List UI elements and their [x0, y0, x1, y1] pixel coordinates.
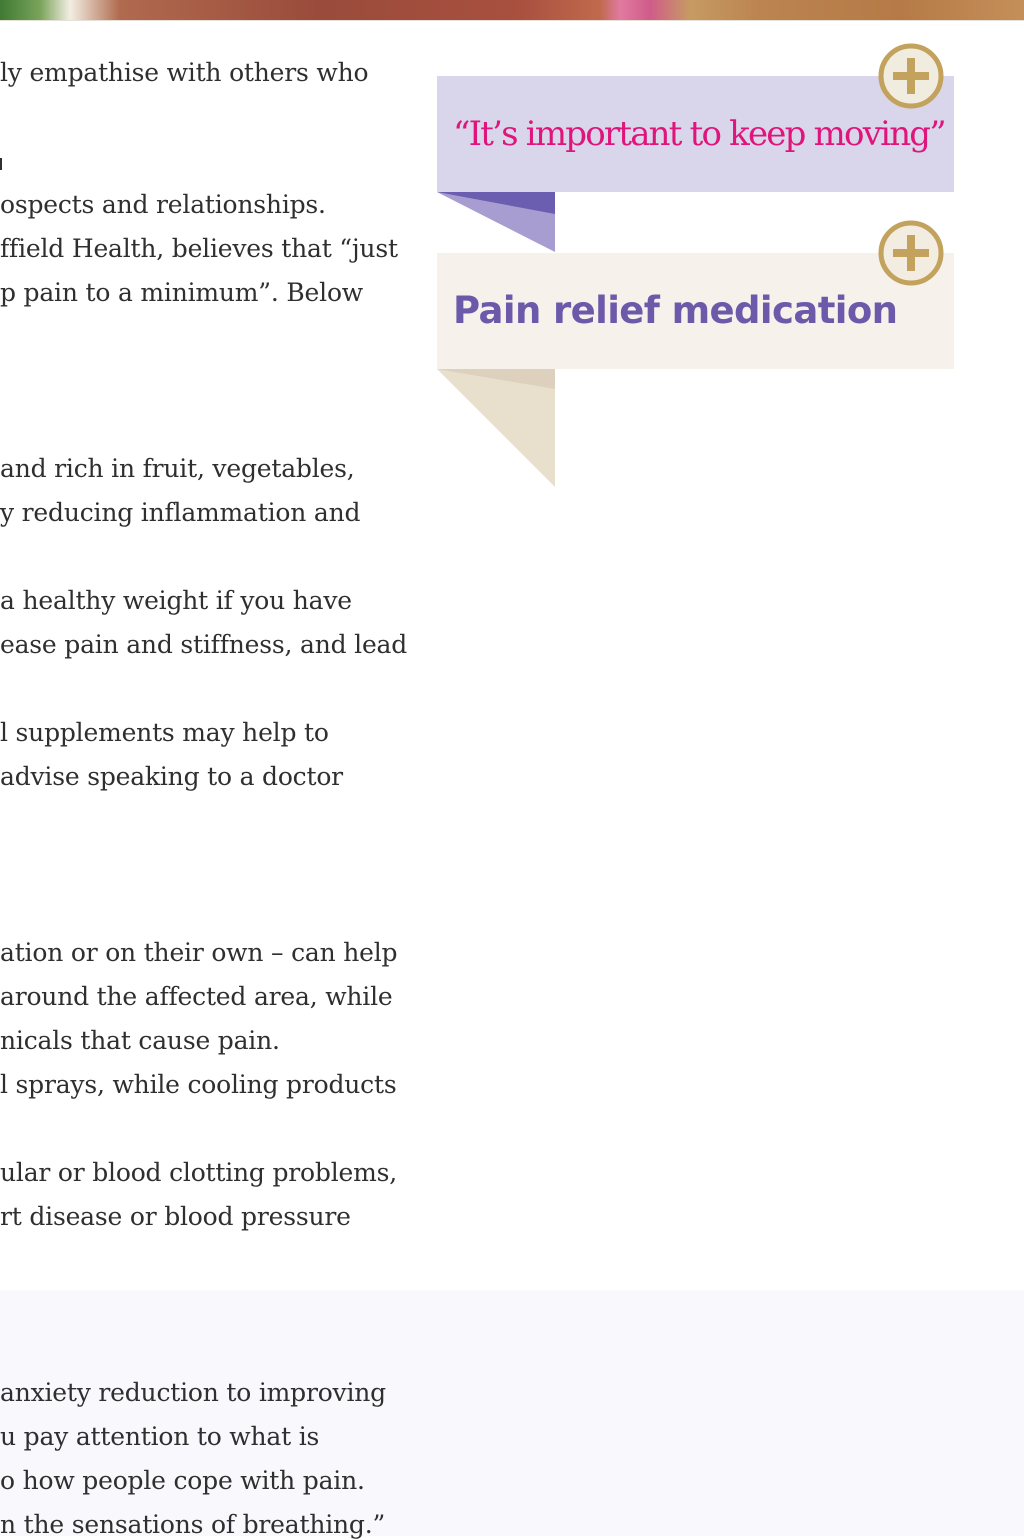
- article-line: p pain to a minimum”. Below: [0, 278, 363, 307]
- article-line: y reducing inflammation and: [0, 498, 361, 527]
- article-line: advise speaking to a doctor: [0, 762, 343, 791]
- article-line: anxiety reduction to improving: [0, 1378, 386, 1407]
- expand-pain-relief-button[interactable]: [877, 219, 945, 287]
- article-line: nicals that cause pain.: [0, 1026, 280, 1055]
- article-line: ospects and relationships.: [0, 190, 326, 219]
- ribbon-fold-pain-relief: [437, 369, 557, 489]
- article-line: l supplements may help to: [0, 718, 329, 747]
- article-line: u pay attention to what is: [0, 1422, 320, 1451]
- article-line: ular or blood clotting problems,: [0, 1158, 397, 1187]
- article-line: n the sensations of breathing.”: [0, 1510, 386, 1539]
- article-line: o how people cope with pain.: [0, 1466, 365, 1495]
- article-line: l sprays, while cooling products: [0, 1070, 397, 1099]
- article-line: ease pain and stiffness, and lead: [0, 630, 408, 659]
- article-line: ation or on their own – can help: [0, 938, 398, 967]
- accordion-title-keep-moving: “It’s important to keep moving”: [453, 114, 945, 154]
- article-line: ffield Health, believes that “just: [0, 234, 398, 263]
- article-body-text: [0, 0, 430, 1539]
- plus-circle-icon: [877, 219, 945, 287]
- article-line: ly empathise with others who: [0, 58, 369, 87]
- article-line: and rich in fruit, vegetables,: [0, 454, 355, 483]
- accordion-title-pain-relief: Pain relief medication: [453, 289, 898, 332]
- article-line: rt disease or blood pressure: [0, 1202, 351, 1231]
- ribbon-fold-light: [437, 369, 555, 487]
- plus-circle-icon: [877, 42, 945, 110]
- article-line: around the affected area, while: [0, 982, 393, 1011]
- ribbon-fold-keep-moving: [437, 192, 557, 254]
- text-fragment-mark: [0, 158, 2, 170]
- article-line: a healthy weight if you have: [0, 586, 352, 615]
- expand-keep-moving-button[interactable]: [877, 42, 945, 110]
